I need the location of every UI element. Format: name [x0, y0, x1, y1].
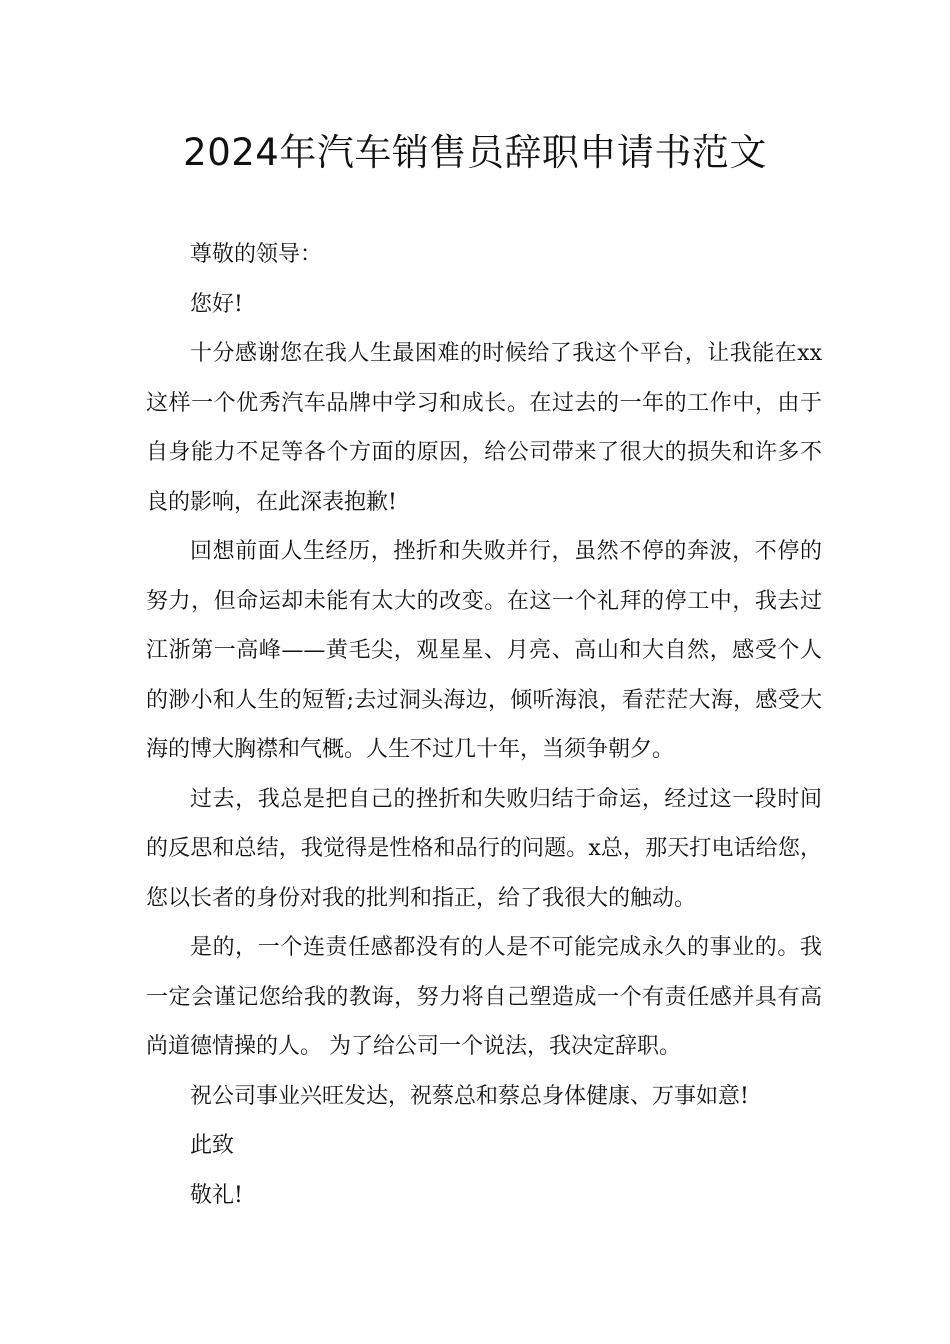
paragraph-gratitude: 十分感谢您在我人生最困难的时候给了我这个平台，让我能在xx这样一个优秀汽车品牌中学习和成长。在过去的一年的工作中，由于自身能力不足等各个方面的原因，给公司带来了很大的损失和许多不良的影响，在此深表抱歉!: [146, 341, 822, 515]
document-body: [146, 230, 822, 1220]
greeting: 您好!: [190, 291, 243, 317]
closing-line-1: 此致: [190, 1133, 235, 1158]
paragraph-wishes: 祝公司事业兴旺发达，祝蔡总和蔡总身体健康、万事如意!: [190, 1083, 749, 1109]
paragraph-decision: 是的，一个连责任感都没有的人是不可能完成永久的事业的。我一定会谨记您给我的教诲，努力将自己塑造成一个有责任感并具有高尚道德情操的人。 为了给公司一个说法，我决定辞职。: [146, 935, 822, 1059]
paragraph-reflection: 回想前面人生经历，挫折和失败并行，虽然不停的奔波，不停的努力，但命运却未能有太大的改变。在这一个礼拜的停工中，我去过江浙第一高峰——黄毛尖，观星星、月亮、高山和大自然，感受个人的渺小和人生的短暂;去过洞头海边，倾听海浪，看茫茫大海，感受大海的博大胸襟和气概。人生不过几十年，当须争朝夕。: [146, 539, 822, 762]
closing-line-2: 敬礼!: [190, 1182, 243, 1208]
document-title: 2024年汽车销售员辞职申请书范文: [183, 131, 767, 174]
paragraph-self-review: 过去，我总是把自己的挫折和失败归结于命运，经过这一段时间的反思和总结，我觉得是性格和品行的问题。x总，那天打电话给您，您以长者的身份对我的批判和指正，给了我很大的触动。: [146, 786, 822, 911]
salutation: 尊敬的领导：: [190, 242, 323, 267]
